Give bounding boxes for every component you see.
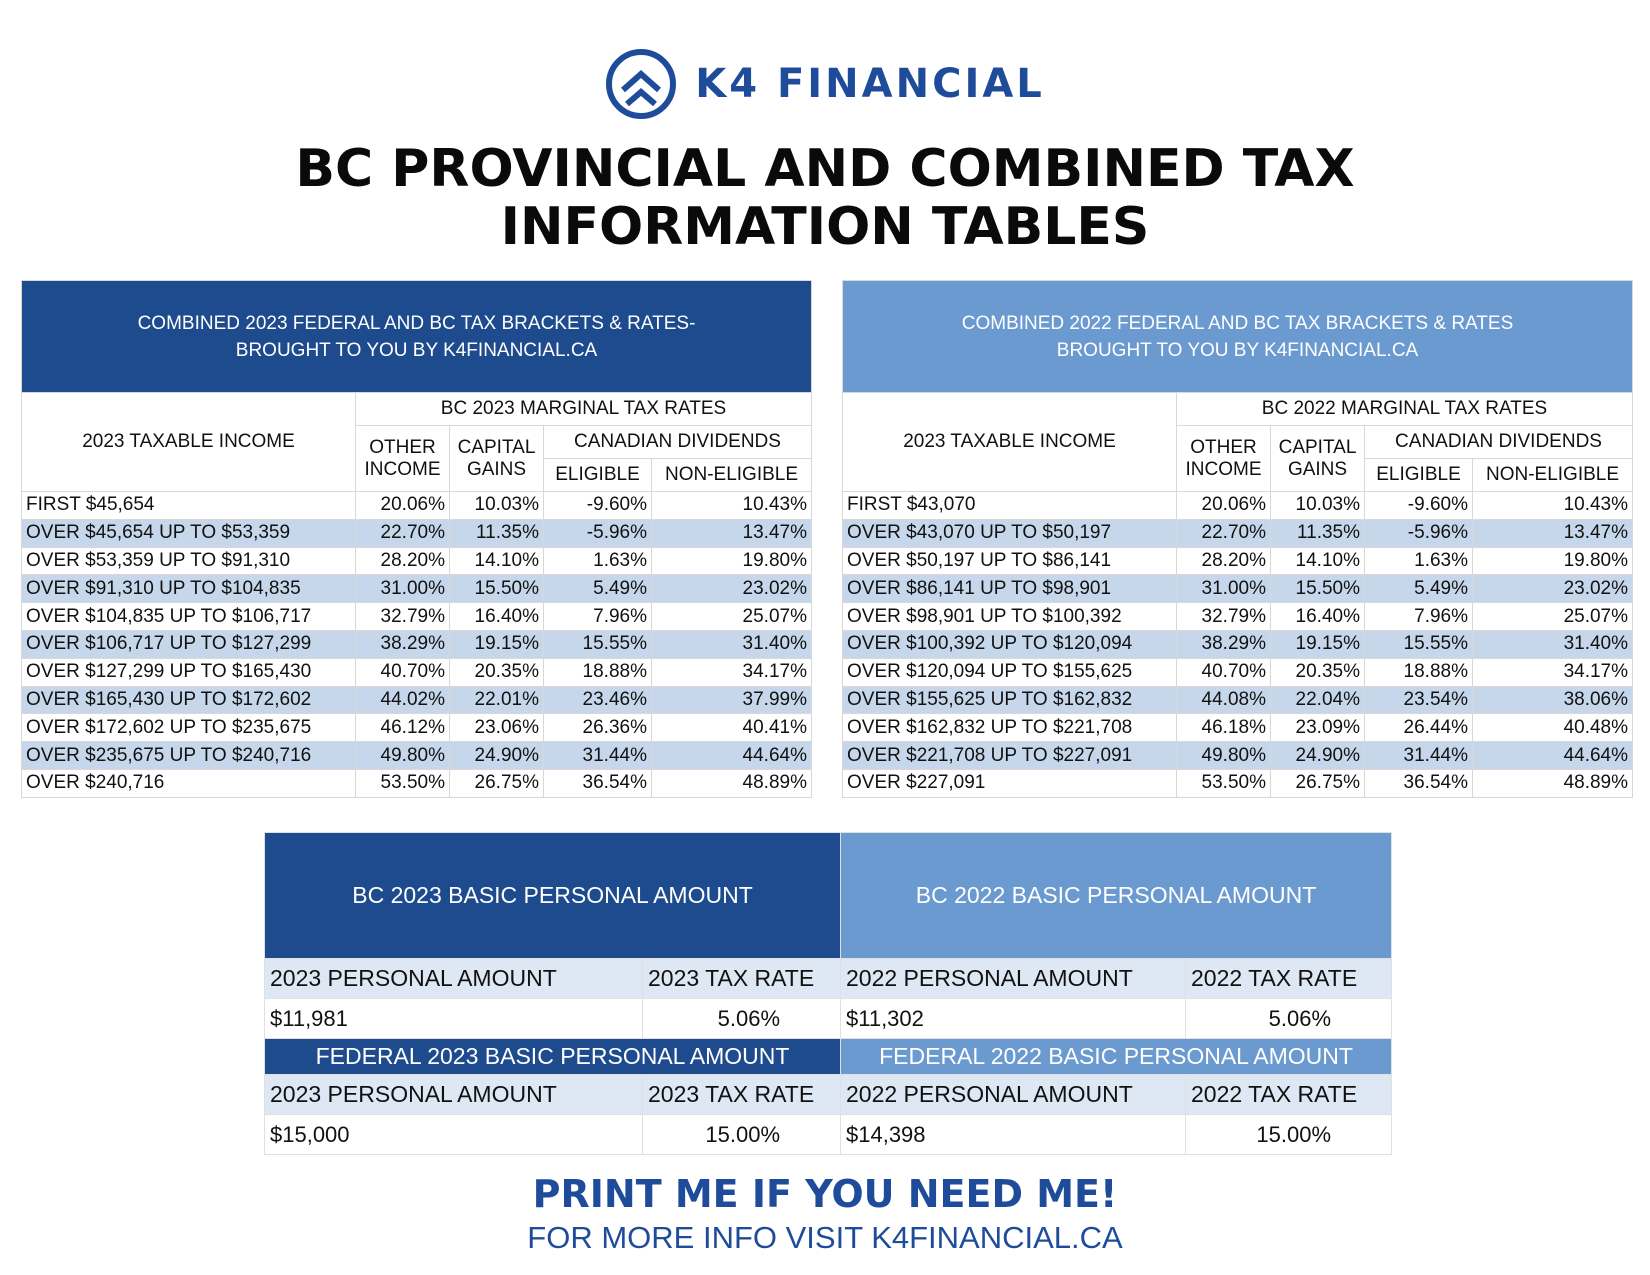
capital-gains-rate-cell: 24.90% xyxy=(1271,742,1365,770)
table-row xyxy=(22,769,812,797)
non-eligible-dividend-rate-cell: 23.02% xyxy=(652,575,812,603)
income-bracket-cell: OVER $50,197 UP TO $86,141 xyxy=(843,547,1177,575)
table-row xyxy=(22,686,812,714)
other-income-rate-cell: 31.00% xyxy=(356,575,450,603)
capital-gains-rate-cell: 15.50% xyxy=(1271,575,1365,603)
income-bracket-cell: OVER $43,070 UP TO $50,197 xyxy=(843,519,1177,547)
non-eligible-dividend-rate-cell: 34.17% xyxy=(1473,658,1633,686)
eligible-dividend-rate-cell: 7.96% xyxy=(544,603,652,631)
table-row xyxy=(843,519,1633,547)
brackets-2022-header-line2: BROUGHT TO YOU BY K4FINANCIAL.CA xyxy=(1056,339,1419,361)
brackets-2023-header xyxy=(22,281,812,393)
non-eligible-dividend-rate-cell: 48.89% xyxy=(652,769,812,797)
non-eligible-dividend-rate-cell: 40.41% xyxy=(652,714,812,742)
eligible-dividend-rate-cell: 18.88% xyxy=(1365,658,1473,686)
federal-2022-rate-label: 2022 TAX RATE xyxy=(1186,1075,1392,1115)
eligible-dividend-rate-cell: 36.54% xyxy=(544,769,652,797)
bc-2023-amount-label: 2023 PERSONAL AMOUNT xyxy=(265,959,643,999)
capital-gains-rate-cell: 26.75% xyxy=(1271,769,1365,797)
bc-2022-bpa-header: BC 2022 BASIC PERSONAL AMOUNT xyxy=(841,833,1392,959)
other-income-rate-cell: 53.50% xyxy=(1177,769,1271,797)
capital-gains-rate-cell: 10.03% xyxy=(1271,492,1365,520)
eligible-dividend-rate-cell: 31.44% xyxy=(544,742,652,770)
capital-gains-rate-cell: 22.04% xyxy=(1271,686,1365,714)
other-income-rate-cell: 38.29% xyxy=(356,630,450,658)
non-eligible-dividend-rate-cell: 23.02% xyxy=(1473,575,1633,603)
table-row xyxy=(843,658,1633,686)
brackets-table-2023 xyxy=(21,280,812,798)
other-income-rate-cell: 44.02% xyxy=(356,686,450,714)
footer-headline: PRINT ME IF YOU NEED ME! xyxy=(532,1172,1118,1216)
bc-2023-rate-label: 2023 TAX RATE xyxy=(643,959,841,999)
other-income-rate-cell: 32.79% xyxy=(1177,603,1271,631)
other-income-rate-cell: 28.20% xyxy=(356,547,450,575)
eligible-dividend-rate-cell: 31.44% xyxy=(1365,742,1473,770)
non-eligible-dividend-rate-cell: 25.07% xyxy=(1473,603,1633,631)
non-eligible-dividend-rate-cell: 48.89% xyxy=(1473,769,1633,797)
other-income-rate-cell: 38.29% xyxy=(1177,630,1271,658)
brackets-table-2022 xyxy=(842,280,1633,798)
non-eligible-dividend-rate-cell: 19.80% xyxy=(652,547,812,575)
non-eligible-dividend-rate-cell: 44.64% xyxy=(652,742,812,770)
capital-gains-rate-cell: 23.09% xyxy=(1271,714,1365,742)
bc-2022-rate-label: 2022 TAX RATE xyxy=(1186,959,1392,999)
brackets-2023-header-line2: BROUGHT TO YOU BY K4FINANCIAL.CA xyxy=(235,339,598,361)
table-row xyxy=(22,519,812,547)
non-eligible-dividend-rate-cell: 44.64% xyxy=(1473,742,1633,770)
table-row xyxy=(843,630,1633,658)
eligible-dividend-rate-cell: -9.60% xyxy=(1365,492,1473,520)
other-income-rate-cell: 31.00% xyxy=(1177,575,1271,603)
capital-gains-rate-cell: 11.35% xyxy=(450,519,544,547)
table-row xyxy=(22,742,812,770)
capital-gains-rate-cell: 19.15% xyxy=(450,630,544,658)
page-title-line2: INFORMATION TABLES xyxy=(500,197,1150,257)
table-row xyxy=(843,714,1633,742)
income-bracket-cell: OVER $240,716 xyxy=(22,769,356,797)
non-eligible-dividend-rate-cell: 13.47% xyxy=(1473,519,1633,547)
federal-2022-amount-value: $14,398 xyxy=(841,1115,1186,1155)
eligible-dividend-rate-cell: 15.55% xyxy=(544,630,652,658)
bc-2022-amount-label: 2022 PERSONAL AMOUNT xyxy=(841,959,1186,999)
non-eligible-dividend-rate-cell: 10.43% xyxy=(1473,492,1633,520)
capital-gains-header: CAPITAL GAINS xyxy=(1271,426,1365,492)
canadian-dividends-header: CANADIAN DIVIDENDS xyxy=(544,426,812,459)
capital-gains-rate-cell: 11.35% xyxy=(1271,519,1365,547)
non-eligible-dividend-rate-cell: 31.40% xyxy=(652,630,812,658)
other-income-rate-cell: 22.70% xyxy=(1177,519,1271,547)
income-bracket-cell: OVER $235,675 UP TO $240,716 xyxy=(22,742,356,770)
table-row xyxy=(22,630,812,658)
canadian-dividends-header: CANADIAN DIVIDENDS xyxy=(1365,426,1633,459)
table-row xyxy=(843,547,1633,575)
capital-gains-rate-cell: 19.15% xyxy=(1271,630,1365,658)
income-column-header: 2023 TAXABLE INCOME xyxy=(22,393,356,492)
brackets-2022-header xyxy=(843,281,1633,393)
table-row xyxy=(22,547,812,575)
eligible-dividend-rate-cell: 5.49% xyxy=(1365,575,1473,603)
other-income-rate-cell: 53.50% xyxy=(356,769,450,797)
capital-gains-rate-cell: 14.10% xyxy=(1271,547,1365,575)
income-bracket-cell: OVER $98,901 UP TO $100,392 xyxy=(843,603,1177,631)
federal-2022-amount-label: 2022 PERSONAL AMOUNT xyxy=(841,1075,1186,1115)
bc-2023-amount-value: $11,981 xyxy=(265,999,643,1039)
other-income-header: OTHER INCOME xyxy=(1177,426,1271,492)
eligible-dividend-rate-cell: 5.49% xyxy=(544,575,652,603)
income-bracket-cell: OVER $100,392 UP TO $120,094 xyxy=(843,630,1177,658)
capital-gains-rate-cell: 20.35% xyxy=(450,658,544,686)
capital-gains-rate-cell: 16.40% xyxy=(1271,603,1365,631)
non-eligible-dividend-rate-cell: 37.99% xyxy=(652,686,812,714)
brand-logo xyxy=(0,48,1650,120)
non-eligible-dividend-rate-cell: 25.07% xyxy=(652,603,812,631)
income-bracket-cell: OVER $162,832 UP TO $221,708 xyxy=(843,714,1177,742)
federal-2023-rate-label: 2023 TAX RATE xyxy=(643,1075,841,1115)
non-eligible-dividend-rate-cell: 34.17% xyxy=(652,658,812,686)
other-income-rate-cell: 46.18% xyxy=(1177,714,1271,742)
other-income-rate-cell: 28.20% xyxy=(1177,547,1271,575)
federal-2023-amount-label: 2023 PERSONAL AMOUNT xyxy=(265,1075,643,1115)
income-bracket-cell: OVER $165,430 UP TO $172,602 xyxy=(22,686,356,714)
table-row xyxy=(843,686,1633,714)
other-income-rate-cell: 44.08% xyxy=(1177,686,1271,714)
non-eligible-dividend-rate-cell: 19.80% xyxy=(1473,547,1633,575)
income-bracket-cell: OVER $45,654 UP TO $53,359 xyxy=(22,519,356,547)
marginal-rates-header: BC 2023 MARGINAL TAX RATES xyxy=(356,393,812,426)
income-bracket-cell: FIRST $45,654 xyxy=(22,492,356,520)
table-row xyxy=(843,769,1633,797)
income-bracket-cell: OVER $221,708 UP TO $227,091 xyxy=(843,742,1177,770)
capital-gains-rate-cell: 22.01% xyxy=(450,686,544,714)
bc-2023-rate-value: 5.06% xyxy=(643,999,841,1039)
other-income-rate-cell: 49.80% xyxy=(1177,742,1271,770)
bpa-table-2022 xyxy=(840,832,1392,1155)
k4-mountain-logo-icon xyxy=(605,48,677,120)
non-eligible-dividend-rate-cell: 40.48% xyxy=(1473,714,1633,742)
page-title xyxy=(0,140,1650,256)
eligible-dividend-rate-cell: 18.88% xyxy=(544,658,652,686)
eligible-dividend-rate-cell: -5.96% xyxy=(544,519,652,547)
capital-gains-rate-cell: 15.50% xyxy=(450,575,544,603)
table-row xyxy=(843,575,1633,603)
table-row xyxy=(843,492,1633,520)
income-column-header: 2023 TAXABLE INCOME xyxy=(843,393,1177,492)
capital-gains-rate-cell: 14.10% xyxy=(450,547,544,575)
income-bracket-cell: FIRST $43,070 xyxy=(843,492,1177,520)
non-eligible-dividend-rate-cell: 38.06% xyxy=(1473,686,1633,714)
non-eligible-header: NON-ELIGIBLE xyxy=(652,459,812,492)
federal-2022-rate-value: 15.00% xyxy=(1186,1115,1392,1155)
other-income-rate-cell: 46.12% xyxy=(356,714,450,742)
income-bracket-cell: OVER $172,602 UP TO $235,675 xyxy=(22,714,356,742)
income-bracket-cell: OVER $120,094 UP TO $155,625 xyxy=(843,658,1177,686)
other-income-rate-cell: 20.06% xyxy=(356,492,450,520)
bc-2023-bpa-header: BC 2023 BASIC PERSONAL AMOUNT xyxy=(265,833,841,959)
income-bracket-cell: OVER $86,141 UP TO $98,901 xyxy=(843,575,1177,603)
eligible-dividend-rate-cell: 26.36% xyxy=(544,714,652,742)
eligible-dividend-rate-cell: 1.63% xyxy=(1365,547,1473,575)
capital-gains-rate-cell: 23.06% xyxy=(450,714,544,742)
eligible-dividend-rate-cell: 15.55% xyxy=(1365,630,1473,658)
footer-link-text[interactable]: FOR MORE INFO VISIT K4FINANCIAL.CA xyxy=(527,1220,1123,1255)
federal-2022-bpa-header: FEDERAL 2022 BASIC PERSONAL AMOUNT xyxy=(841,1039,1392,1075)
income-bracket-cell: OVER $104,835 UP TO $106,717 xyxy=(22,603,356,631)
table-row xyxy=(22,492,812,520)
income-bracket-cell: OVER $127,299 UP TO $165,430 xyxy=(22,658,356,686)
table-row xyxy=(843,603,1633,631)
income-bracket-cell: OVER $106,717 UP TO $127,299 xyxy=(22,630,356,658)
eligible-dividend-rate-cell: 26.44% xyxy=(1365,714,1473,742)
brackets-2022-header-line1: COMBINED 2022 FEDERAL AND BC TAX BRACKETS & RATES xyxy=(961,312,1514,334)
non-eligible-header: NON-ELIGIBLE xyxy=(1473,459,1633,492)
capital-gains-header: CAPITAL GAINS xyxy=(450,426,544,492)
table-row xyxy=(843,742,1633,770)
other-income-rate-cell: 40.70% xyxy=(356,658,450,686)
eligible-dividend-rate-cell: -9.60% xyxy=(544,492,652,520)
table-row xyxy=(22,603,812,631)
eligible-header: ELIGIBLE xyxy=(1365,459,1473,492)
bc-2022-amount-value: $11,302 xyxy=(841,999,1186,1039)
eligible-dividend-rate-cell: 36.54% xyxy=(1365,769,1473,797)
income-bracket-cell: OVER $227,091 xyxy=(843,769,1177,797)
brackets-2023-body xyxy=(22,492,812,798)
income-bracket-cell: OVER $155,625 UP TO $162,832 xyxy=(843,686,1177,714)
table-row xyxy=(22,658,812,686)
other-income-rate-cell: 49.80% xyxy=(356,742,450,770)
eligible-dividend-rate-cell: 23.46% xyxy=(544,686,652,714)
non-eligible-dividend-rate-cell: 13.47% xyxy=(652,519,812,547)
bpa-table-2023 xyxy=(264,832,841,1155)
eligible-dividend-rate-cell: 7.96% xyxy=(1365,603,1473,631)
capital-gains-rate-cell: 20.35% xyxy=(1271,658,1365,686)
other-income-rate-cell: 20.06% xyxy=(1177,492,1271,520)
brackets-2023-header-line1: COMBINED 2023 FEDERAL AND BC TAX BRACKETS & RATES- xyxy=(137,312,696,334)
eligible-header: ELIGIBLE xyxy=(544,459,652,492)
other-income-header: OTHER INCOME xyxy=(356,426,450,492)
capital-gains-rate-cell: 24.90% xyxy=(450,742,544,770)
brand-name: K4 FINANCIAL xyxy=(695,61,1045,107)
income-bracket-cell: OVER $91,310 UP TO $104,835 xyxy=(22,575,356,603)
eligible-dividend-rate-cell: 1.63% xyxy=(544,547,652,575)
brackets-2022-body xyxy=(843,492,1633,798)
federal-2023-bpa-header: FEDERAL 2023 BASIC PERSONAL AMOUNT xyxy=(265,1039,841,1075)
other-income-rate-cell: 40.70% xyxy=(1177,658,1271,686)
capital-gains-rate-cell: 10.03% xyxy=(450,492,544,520)
non-eligible-dividend-rate-cell: 31.40% xyxy=(1473,630,1633,658)
page-title-line1: BC PROVINCIAL AND COMBINED TAX xyxy=(295,139,1355,199)
marginal-rates-header: BC 2022 MARGINAL TAX RATES xyxy=(1177,393,1633,426)
federal-2023-rate-value: 15.00% xyxy=(643,1115,841,1155)
bc-2022-rate-value: 5.06% xyxy=(1186,999,1392,1039)
table-row xyxy=(22,714,812,742)
eligible-dividend-rate-cell: 23.54% xyxy=(1365,686,1473,714)
federal-2023-amount-value: $15,000 xyxy=(265,1115,643,1155)
capital-gains-rate-cell: 26.75% xyxy=(450,769,544,797)
income-bracket-cell: OVER $53,359 UP TO $91,310 xyxy=(22,547,356,575)
table-row xyxy=(22,575,812,603)
non-eligible-dividend-rate-cell: 10.43% xyxy=(652,492,812,520)
other-income-rate-cell: 32.79% xyxy=(356,603,450,631)
other-income-rate-cell: 22.70% xyxy=(356,519,450,547)
eligible-dividend-rate-cell: -5.96% xyxy=(1365,519,1473,547)
capital-gains-rate-cell: 16.40% xyxy=(450,603,544,631)
